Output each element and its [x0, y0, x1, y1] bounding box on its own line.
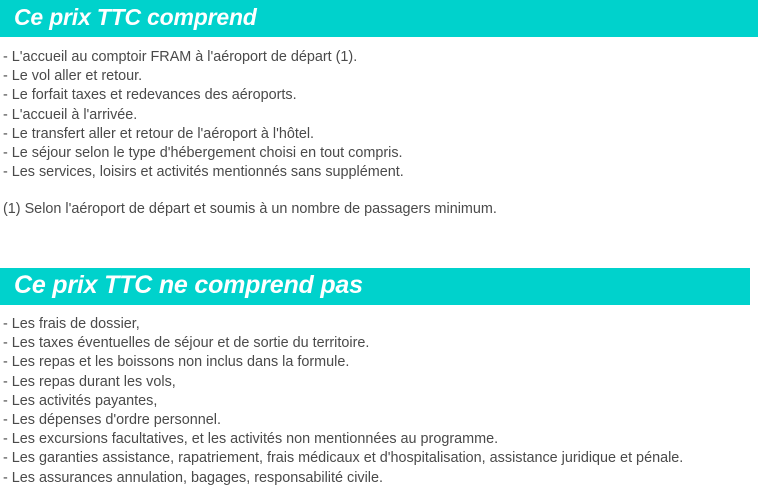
section-header-excluded	[0, 268, 750, 305]
list-item: - Le vol aller et retour.	[3, 68, 143, 85]
list-item: - Les taxes éventuelles de séjour et de sortie du territoire.	[3, 335, 370, 352]
list-item: - Les services, loisirs et activités mentionnés sans supplément.	[3, 164, 404, 181]
list-item: - Les repas durant les vols,	[3, 373, 176, 390]
list-item: - Le transfert aller et retour de l'aéroport à l'hôtel.	[3, 125, 315, 142]
section-header-included	[0, 0, 758, 37]
excluded-list	[3, 315, 683, 488]
included-footnote: (1) Selon l'aéroport de départ et soumis à un nombre de passagers minimum.	[3, 201, 497, 217]
list-item: - L'accueil à l'arrivée.	[3, 106, 138, 123]
section-title-excluded: Ce prix TTC ne comprend pas	[14, 271, 363, 299]
list-item: - Les dépenses d'ordre personnel.	[3, 412, 221, 429]
list-item: - Les excursions facultatives, et les activités non mentionnées au programme.	[3, 431, 499, 448]
list-item: - Les activités payantes,	[3, 392, 158, 409]
list-item: - L'accueil au comptoir FRAM à l'aéroport de départ (1).	[3, 49, 358, 65]
list-item: - Le séjour selon le type d'hébergement choisi en tout compris.	[3, 145, 403, 162]
list-item: - Les repas et les boissons non inclus dans la formule.	[3, 354, 350, 371]
included-list	[3, 48, 404, 182]
list-item: - Le forfait taxes et redevances des aéroports.	[3, 87, 297, 104]
list-item: - Les frais de dossier,	[3, 316, 140, 332]
list-item: - Les garanties assistance, rapatriement, frais médicaux et d'hospitalisation, assistance juridique et pénale.	[3, 450, 684, 467]
section-title-included: Ce prix TTC comprend	[14, 4, 257, 30]
list-item: - Les assurances annulation, bagages, responsabilité civile.	[3, 469, 383, 486]
